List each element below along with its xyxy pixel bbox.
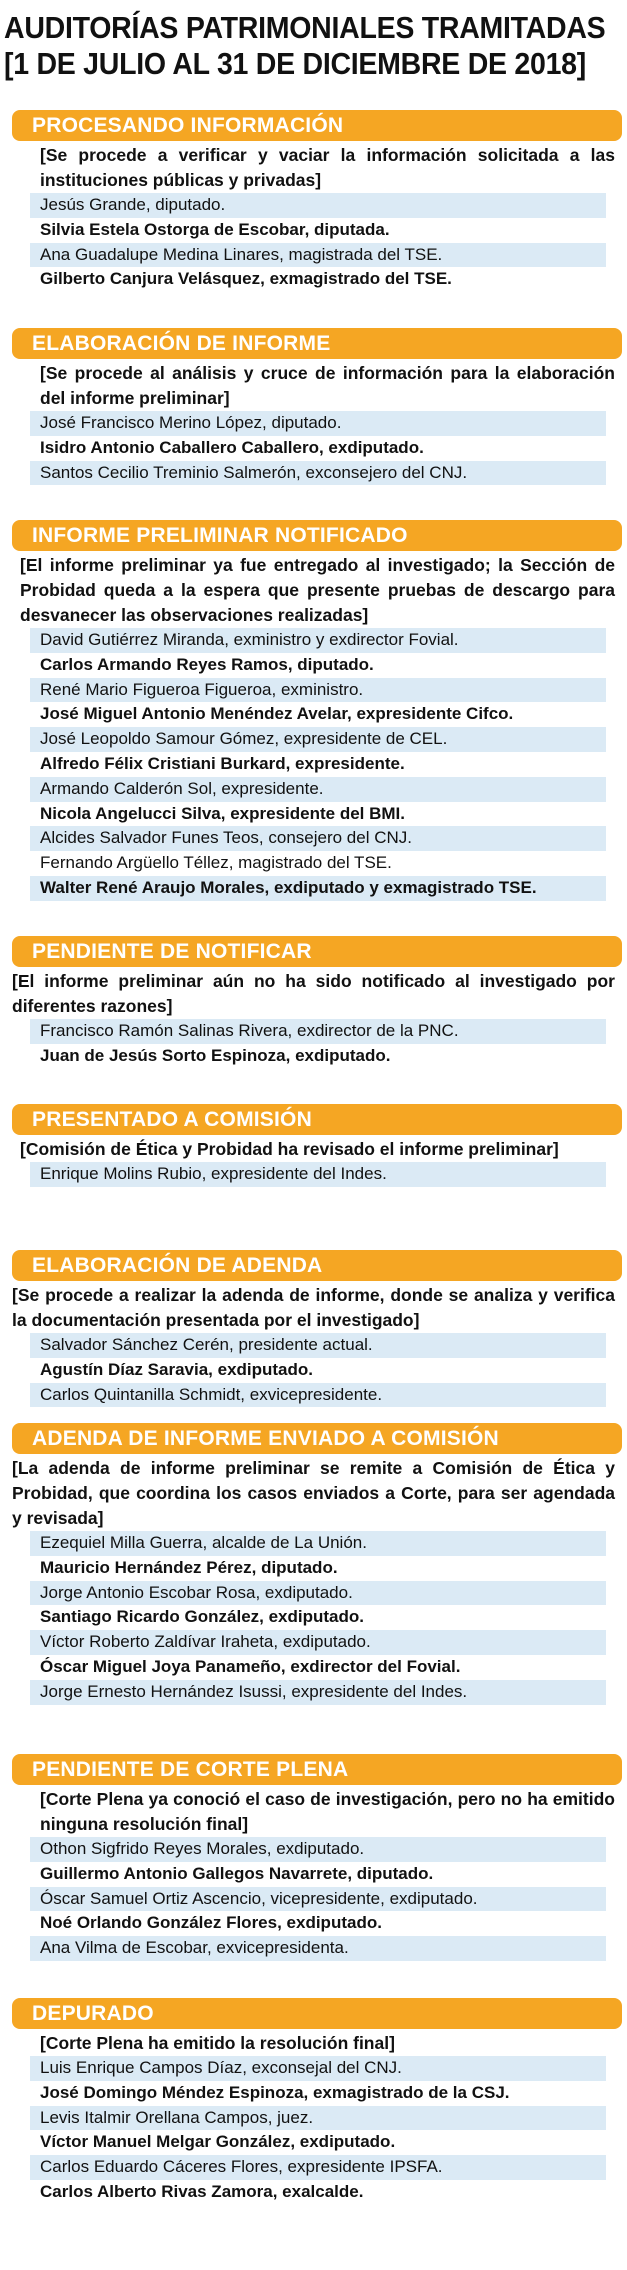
- section: [0, 936, 627, 1069]
- section-description: [El informe preliminar aún no ha sido notificado al investigado por diferentes razones]: [12, 971, 615, 1016]
- list-item: Ana Guadalupe Medina Linares, magistrada del TSE.: [30, 243, 606, 268]
- infographic: [0, 10, 627, 2201]
- list-item: Enrique Molins Rubio, expresidente del Indes.: [30, 1162, 606, 1187]
- section: [0, 328, 627, 485]
- section: [0, 1423, 627, 1705]
- section-heading: PROCESANDO INFORMACIÓN: [32, 114, 344, 137]
- section-description: [Corte Plena ha emitido la resolución final]: [40, 2033, 395, 2053]
- list-item: Carlos Armando Reyes Ramos, diputado.: [40, 654, 374, 674]
- list-item: José Francisco Merino López, diputado.: [30, 411, 606, 436]
- section-heading: ELABORACIÓN DE INFORME: [32, 332, 331, 355]
- list-item: Noé Orlando González Flores, exdiputado.: [40, 1913, 382, 1933]
- list-item: Ezequiel Milla Guerra, alcalde de La Unión.: [30, 1531, 606, 1556]
- list-item: Silvia Estela Ostorga de Escobar, diputada.: [40, 219, 390, 239]
- list-item: Santiago Ricardo González, exdiputado.: [40, 1607, 364, 1627]
- section-heading-bar: [12, 1104, 622, 1135]
- list-item: Guillermo Antonio Gallegos Navarrete, diputado.: [40, 1863, 434, 1883]
- list-item: Víctor Manuel Melgar González, exdiputado.: [40, 2132, 396, 2152]
- section-description: [El informe preliminar ya fue entregado al investigado; la Sección de Probidad queda a la espera que presente pruebas de descargo para desvanecer las observaciones realizadas]: [20, 555, 615, 625]
- list-item: Jesús Grande, diputado.: [30, 193, 606, 218]
- list-item: Santos Cecilio Treminio Salmerón, exconsejero del CNJ.: [30, 461, 606, 486]
- list-item: Othon Sigfrido Reyes Morales, exdiputado.: [30, 1837, 606, 1862]
- list-item: Jorge Antonio Escobar Rosa, exdiputado.: [30, 1581, 606, 1606]
- section-heading: PENDIENTE DE NOTIFICAR: [32, 940, 312, 963]
- list-item: David Gutiérrez Miranda, exministro y exdirector Fovial.: [30, 628, 606, 653]
- list-item: Óscar Miguel Joya Panameño, exdirector del Fovial.: [40, 1656, 461, 1676]
- list-item: Luis Enrique Campos Díaz, exconsejal del CNJ.: [30, 2056, 606, 2081]
- section-heading: INFORME PRELIMINAR NOTIFICADO: [32, 524, 408, 547]
- section-description: [Se procede a verificar y vaciar la información solicitada a las instituciones públicas y privadas]: [40, 145, 615, 190]
- section-heading-bar: [12, 1754, 622, 1785]
- list-item: Walter René Araujo Morales, exdiputado y exmagistrado TSE.: [30, 876, 606, 901]
- section: [0, 520, 627, 901]
- list-item: Mauricio Hernández Pérez, diputado.: [40, 1557, 338, 1577]
- section-heading-bar: [12, 520, 622, 551]
- section-description: [Comisión de Ética y Probidad ha revisado el informe preliminar]: [20, 1139, 559, 1159]
- list-item: Gilberto Canjura Velásquez, exmagistrado del TSE.: [40, 269, 452, 289]
- list-item: Agustín Díaz Saravia, exdiputado.: [40, 1359, 314, 1379]
- section-heading-bar: [12, 1423, 622, 1454]
- list-item: Isidro Antonio Caballero Caballero, exdiputado.: [40, 437, 424, 457]
- section: [0, 1250, 627, 1407]
- section-description: [Se procede a realizar la adenda de informe, donde se analiza y verifica la documentación presentada por el investigado]: [12, 1285, 615, 1330]
- section-heading: ELABORACIÓN DE ADENDA: [32, 1254, 323, 1277]
- section-heading: ADENDA DE INFORME ENVIADO A COMISIÓN: [32, 1427, 499, 1450]
- list-item: Alfredo Félix Cristiani Burkard, expresidente.: [40, 753, 405, 773]
- section-heading-bar: [12, 328, 622, 359]
- section-description: [La adenda de informe preliminar se remite a Comisión de Ética y Probidad, que coordina los casos enviados a Corte, para ser agendada y revisada]: [12, 1458, 615, 1528]
- section-description: [Corte Plena ya conoció el caso de investigación, pero no ha emitido ninguna resolución final]: [40, 1789, 615, 1834]
- list-item: Óscar Samuel Ortiz Ascencio, vicepresidente, exdiputado.: [30, 1887, 606, 1912]
- section-description: [Se procede al análisis y cruce de información para la elaboración del informe preliminar]: [40, 363, 615, 408]
- section-heading: PENDIENTE DE CORTE PLENA: [32, 1758, 349, 1781]
- section-heading-bar: [12, 1998, 622, 2029]
- list-item: Nicola Angelucci Silva, expresidente del BMI.: [40, 803, 405, 823]
- list-item: Armando Calderón Sol, expresidente.: [30, 777, 606, 802]
- section-heading-bar: [12, 936, 622, 967]
- section: [0, 1104, 627, 1187]
- list-item: José Leopoldo Samour Gómez, expresidente de CEL.: [30, 727, 606, 752]
- list-item: Juan de Jesús Sorto Espinoza, exdiputado.: [40, 1045, 391, 1065]
- list-item: José Domingo Méndez Espinoza, exmagistrado de la CSJ.: [40, 2082, 510, 2102]
- list-item: Francisco Ramón Salinas Rivera, exdirector de la PNC.: [30, 1019, 606, 1044]
- section-heading: PRESENTADO A COMISIÓN: [32, 1108, 312, 1131]
- list-item: Carlos Eduardo Cáceres Flores, expresidente IPSFA.: [30, 2155, 606, 2180]
- list-item: Carlos Alberto Rivas Zamora, exalcalde.: [40, 2181, 364, 2201]
- title-line-2: [1 DE JULIO AL 31 DE DICIEMBRE DE 2018]: [4, 46, 586, 81]
- list-item: Ana Vilma de Escobar, exvicepresidenta.: [30, 1936, 606, 1961]
- list-item: René Mario Figueroa Figueroa, exministro.: [30, 678, 606, 703]
- list-item: Víctor Roberto Zaldívar Iraheta, exdiputado.: [30, 1630, 606, 1655]
- title-line-1: AUDITORÍAS PATRIMONIALES TRAMITADAS: [4, 10, 606, 45]
- page-title: [4, 10, 606, 82]
- section: [0, 110, 627, 292]
- list-item: Fernando Argüello Téllez, magistrado del TSE.: [40, 853, 392, 873]
- section: [0, 1754, 627, 1961]
- section: [0, 1998, 627, 2205]
- section-heading: DEPURADO: [32, 2002, 154, 2025]
- list-item: Levis Italmir Orellana Campos, juez.: [30, 2106, 606, 2131]
- list-item: Jorge Ernesto Hernández Isussi, expresidente del Indes.: [30, 1680, 606, 1705]
- section-heading-bar: [12, 110, 622, 141]
- list-item: Carlos Quintanilla Schmidt, exvicepresidente.: [30, 1383, 606, 1408]
- section-heading-bar: [12, 1250, 622, 1281]
- list-item: José Miguel Antonio Menéndez Avelar, expresidente Cifco.: [40, 704, 514, 724]
- list-item: Salvador Sánchez Cerén, presidente actual.: [30, 1333, 606, 1358]
- list-item: Alcides Salvador Funes Teos, consejero del CNJ.: [30, 826, 606, 851]
